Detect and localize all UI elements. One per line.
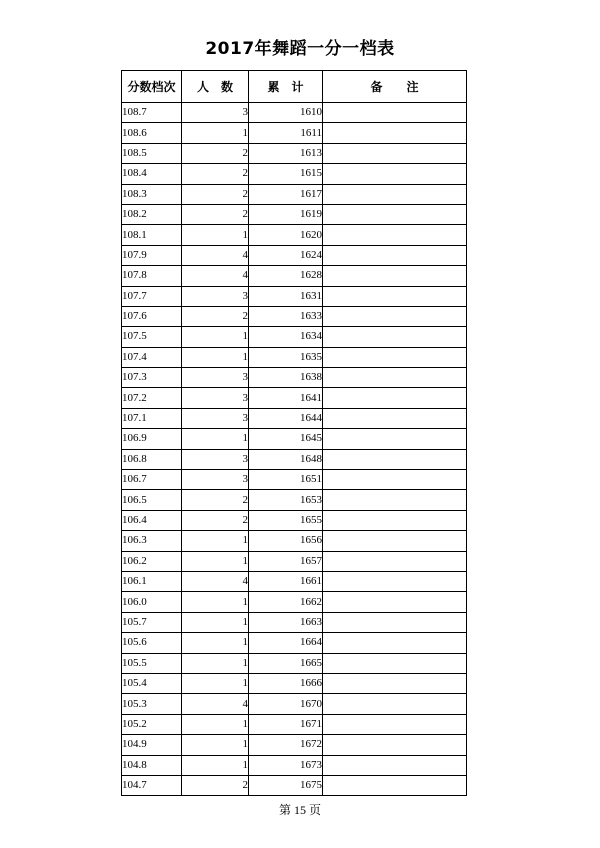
score-cell: 104.7 [122, 775, 182, 795]
score-cell: 108.2 [122, 204, 182, 224]
note-cell [323, 266, 467, 286]
note-cell [323, 633, 467, 653]
total-cell: 1661 [249, 571, 323, 591]
count-cell: 3 [182, 470, 249, 490]
score-cell: 105.6 [122, 633, 182, 653]
score-cell: 107.1 [122, 408, 182, 428]
total-cell: 1664 [249, 633, 323, 653]
total-cell: 1644 [249, 408, 323, 428]
score-cell: 104.9 [122, 735, 182, 755]
note-cell [323, 225, 467, 245]
table-row [122, 551, 467, 571]
score-cell: 106.2 [122, 551, 182, 571]
table-row [122, 735, 467, 755]
table-row [122, 633, 467, 653]
note-cell [323, 510, 467, 530]
note-cell [323, 531, 467, 551]
note-cell [323, 551, 467, 571]
score-cell: 106.0 [122, 592, 182, 612]
total-cell: 1610 [249, 103, 323, 123]
total-cell: 1635 [249, 347, 323, 367]
total-cell: 1633 [249, 306, 323, 326]
total-cell: 1675 [249, 775, 323, 795]
table-row [122, 673, 467, 693]
table-row [122, 429, 467, 449]
note-cell [323, 164, 467, 184]
table-row [122, 449, 467, 469]
score-cell: 108.7 [122, 103, 182, 123]
count-cell: 2 [182, 143, 249, 163]
total-cell: 1645 [249, 429, 323, 449]
count-cell: 3 [182, 286, 249, 306]
table-row [122, 775, 467, 795]
note-cell [323, 714, 467, 734]
count-cell: 1 [182, 735, 249, 755]
note-cell [323, 735, 467, 755]
table-row [122, 510, 467, 530]
score-cell: 106.8 [122, 449, 182, 469]
column-header-total: 累 计 [249, 71, 323, 103]
note-cell [323, 775, 467, 795]
score-cell: 106.3 [122, 531, 182, 551]
score-cell: 107.5 [122, 327, 182, 347]
count-cell: 1 [182, 633, 249, 653]
note-cell [323, 694, 467, 714]
score-cell: 106.9 [122, 429, 182, 449]
score-cell: 107.7 [122, 286, 182, 306]
table-row [122, 408, 467, 428]
score-distribution-table [121, 70, 467, 796]
table-row [122, 755, 467, 775]
table-row [122, 531, 467, 551]
score-cell: 106.4 [122, 510, 182, 530]
score-cell: 108.3 [122, 184, 182, 204]
table-row [122, 571, 467, 591]
score-cell: 107.9 [122, 245, 182, 265]
count-cell: 4 [182, 245, 249, 265]
count-cell: 2 [182, 490, 249, 510]
total-cell: 1663 [249, 612, 323, 632]
note-cell [323, 368, 467, 388]
count-cell: 1 [182, 653, 249, 673]
note-cell [323, 592, 467, 612]
score-cell: 108.6 [122, 123, 182, 143]
count-cell: 2 [182, 184, 249, 204]
table-row [122, 592, 467, 612]
table-row [122, 225, 467, 245]
score-cell: 104.8 [122, 755, 182, 775]
score-cell: 107.2 [122, 388, 182, 408]
count-cell: 1 [182, 714, 249, 734]
count-cell: 1 [182, 551, 249, 571]
count-cell: 3 [182, 388, 249, 408]
total-cell: 1638 [249, 368, 323, 388]
total-cell: 1628 [249, 266, 323, 286]
note-cell [323, 673, 467, 693]
score-cell: 105.2 [122, 714, 182, 734]
count-cell: 1 [182, 123, 249, 143]
score-cell: 108.4 [122, 164, 182, 184]
score-cell: 108.5 [122, 143, 182, 163]
total-cell: 1611 [249, 123, 323, 143]
table-row [122, 694, 467, 714]
note-cell [323, 245, 467, 265]
note-cell [323, 571, 467, 591]
count-cell: 2 [182, 306, 249, 326]
note-cell [323, 143, 467, 163]
note-cell [323, 204, 467, 224]
table-row [122, 714, 467, 734]
total-cell: 1648 [249, 449, 323, 469]
note-cell [323, 470, 467, 490]
count-cell: 3 [182, 368, 249, 388]
table-row [122, 286, 467, 306]
score-cell: 105.3 [122, 694, 182, 714]
score-cell: 107.6 [122, 306, 182, 326]
table-row [122, 470, 467, 490]
total-cell: 1624 [249, 245, 323, 265]
table-row [122, 347, 467, 367]
score-cell: 108.1 [122, 225, 182, 245]
table-row [122, 184, 467, 204]
note-cell [323, 123, 467, 143]
count-cell: 1 [182, 225, 249, 245]
table-row [122, 327, 467, 347]
score-cell: 106.1 [122, 571, 182, 591]
note-cell [323, 755, 467, 775]
table-row [122, 245, 467, 265]
note-cell [323, 653, 467, 673]
score-cell: 105.5 [122, 653, 182, 673]
total-cell: 1613 [249, 143, 323, 163]
score-cell: 107.8 [122, 266, 182, 286]
total-cell: 1655 [249, 510, 323, 530]
total-cell: 1615 [249, 164, 323, 184]
count-cell: 2 [182, 510, 249, 530]
note-cell [323, 327, 467, 347]
total-cell: 1671 [249, 714, 323, 734]
total-cell: 1666 [249, 673, 323, 693]
table-row [122, 123, 467, 143]
score-cell: 107.4 [122, 347, 182, 367]
total-cell: 1657 [249, 551, 323, 571]
note-cell [323, 408, 467, 428]
total-cell: 1653 [249, 490, 323, 510]
score-cell: 106.7 [122, 470, 182, 490]
total-cell: 1619 [249, 204, 323, 224]
table-row [122, 653, 467, 673]
table-row [122, 612, 467, 632]
total-cell: 1662 [249, 592, 323, 612]
count-cell: 1 [182, 612, 249, 632]
score-cell: 106.5 [122, 490, 182, 510]
table-row [122, 368, 467, 388]
score-cell: 105.7 [122, 612, 182, 632]
count-cell: 3 [182, 449, 249, 469]
table-row [122, 164, 467, 184]
table-row [122, 490, 467, 510]
note-cell [323, 347, 467, 367]
count-cell: 3 [182, 103, 249, 123]
count-cell: 3 [182, 408, 249, 428]
note-cell [323, 306, 467, 326]
count-cell: 1 [182, 347, 249, 367]
table-row [122, 143, 467, 163]
page-number: 第 15 页 [278, 803, 321, 817]
count-cell: 2 [182, 775, 249, 795]
count-cell: 2 [182, 164, 249, 184]
count-cell: 1 [182, 755, 249, 775]
table-row [122, 103, 467, 123]
count-cell: 1 [182, 531, 249, 551]
total-cell: 1634 [249, 327, 323, 347]
count-cell: 4 [182, 266, 249, 286]
total-cell: 1651 [249, 470, 323, 490]
total-cell: 1631 [249, 286, 323, 306]
count-cell: 1 [182, 592, 249, 612]
note-cell [323, 490, 467, 510]
count-cell: 1 [182, 429, 249, 449]
table-header-row [122, 71, 467, 103]
total-cell: 1670 [249, 694, 323, 714]
score-cell: 105.4 [122, 673, 182, 693]
total-cell: 1641 [249, 388, 323, 408]
column-header-note: 备 注 [323, 71, 467, 103]
count-cell: 1 [182, 327, 249, 347]
table-row [122, 388, 467, 408]
table-row [122, 306, 467, 326]
table-row [122, 204, 467, 224]
total-cell: 1672 [249, 735, 323, 755]
page-title: 2017年舞蹈一分一档表 [205, 39, 395, 59]
column-header-score: 分数档次 [122, 71, 182, 103]
total-cell: 1620 [249, 225, 323, 245]
total-cell: 1656 [249, 531, 323, 551]
note-cell [323, 103, 467, 123]
total-cell: 1617 [249, 184, 323, 204]
table-row [122, 266, 467, 286]
note-cell [323, 184, 467, 204]
note-cell [323, 388, 467, 408]
score-cell: 107.3 [122, 368, 182, 388]
column-header-count: 人 数 [182, 71, 249, 103]
total-cell: 1673 [249, 755, 323, 775]
note-cell [323, 449, 467, 469]
count-cell: 2 [182, 204, 249, 224]
note-cell [323, 612, 467, 632]
count-cell: 1 [182, 673, 249, 693]
note-cell [323, 429, 467, 449]
note-cell [323, 286, 467, 306]
count-cell: 4 [182, 571, 249, 591]
count-cell: 4 [182, 694, 249, 714]
total-cell: 1665 [249, 653, 323, 673]
